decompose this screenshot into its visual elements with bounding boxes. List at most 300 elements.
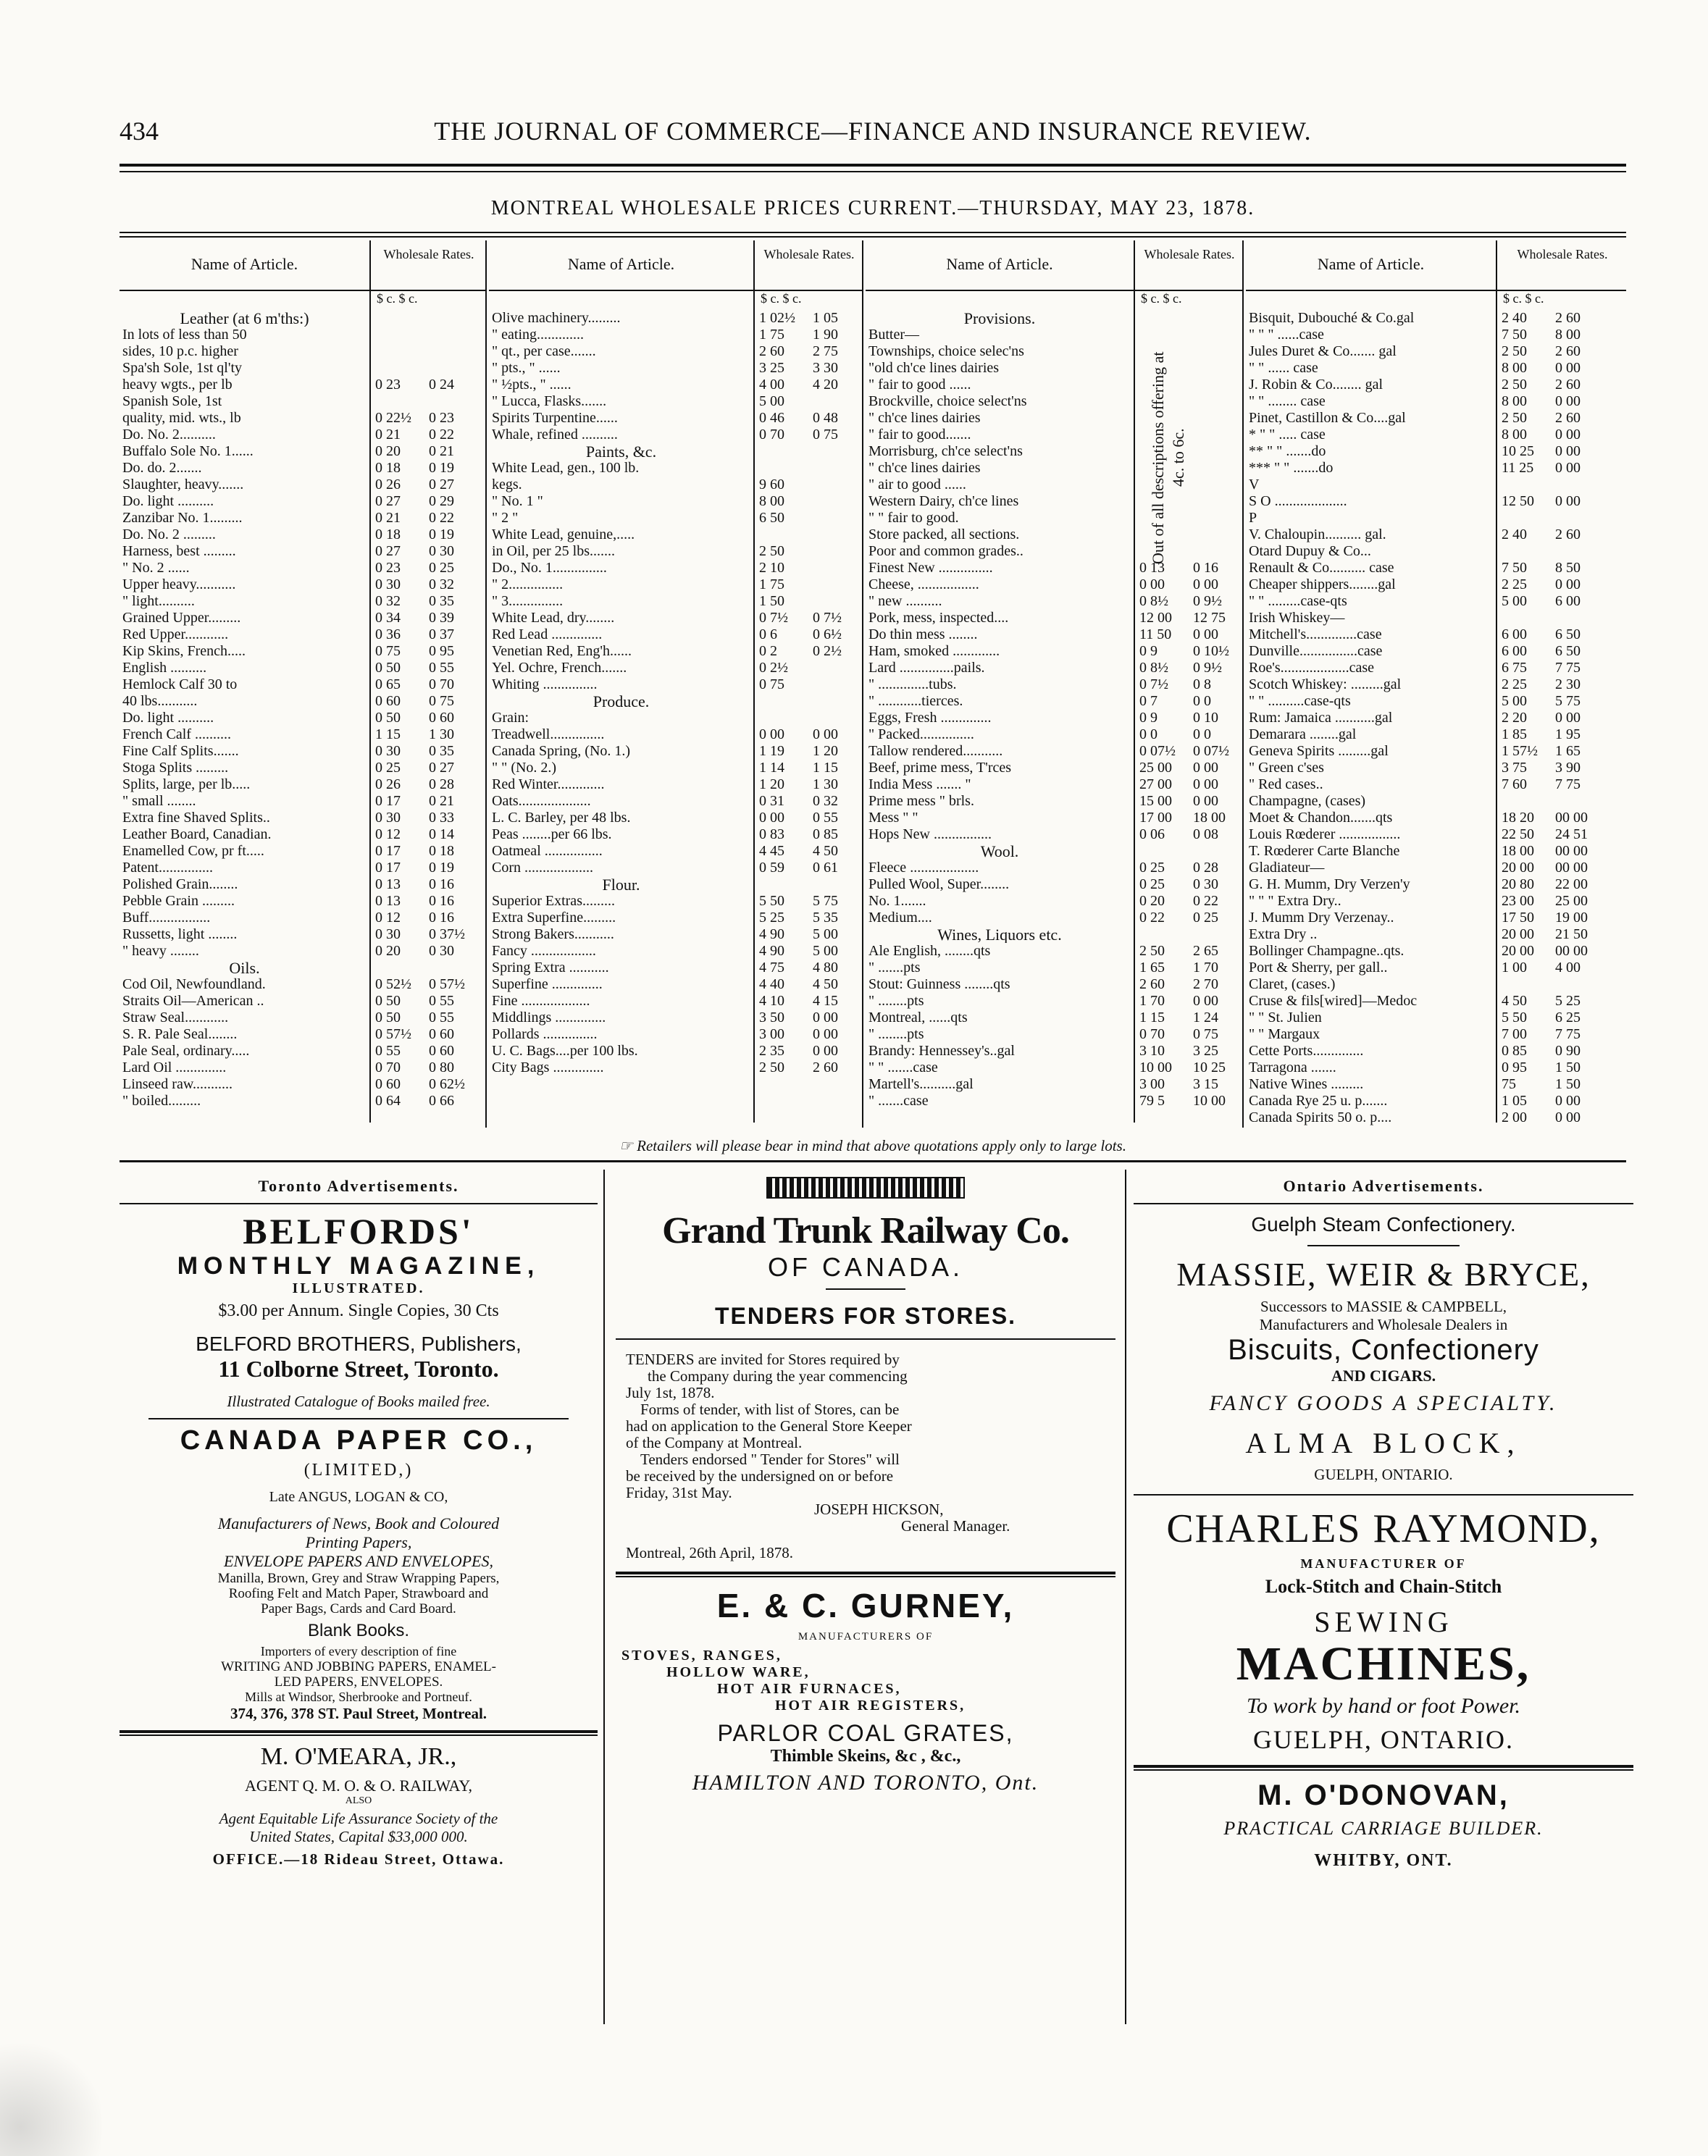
rate-high: 4 50	[813, 976, 838, 992]
price-row	[120, 993, 485, 1010]
article-name: Fine Calf Splits.......	[122, 743, 239, 759]
article-name: " " " ......case	[1249, 327, 1324, 343]
article-name: Medium....	[868, 910, 932, 926]
rate-low: 0 60	[375, 693, 401, 709]
article-name: Kip Skins, French.....	[122, 643, 246, 659]
rate-high: 0 62½	[429, 1076, 465, 1092]
rate-high: 18 00	[1193, 810, 1226, 826]
article-name: Fleece ...................	[868, 860, 979, 876]
page-header	[120, 116, 1626, 152]
price-row	[1246, 626, 1626, 643]
price-row	[1246, 1076, 1626, 1093]
price-row	[120, 876, 485, 893]
article-name: Bollinger Champagne..qts.	[1249, 943, 1405, 959]
rate-high: 2 30	[1555, 676, 1581, 692]
article-name: Martell's..........gal	[868, 1076, 974, 1092]
rate-low: 0 30	[375, 743, 401, 759]
rate-high: 0 16	[429, 910, 454, 926]
rate-high: 0 00	[1555, 1110, 1581, 1125]
rate-low: 20 00	[1502, 926, 1534, 942]
price-row	[1246, 643, 1626, 660]
rate-high: 3 30	[813, 360, 838, 376]
price-row	[866, 743, 1242, 760]
rate-low: 7 00	[1502, 1026, 1527, 1042]
price-row	[120, 593, 485, 610]
rate-low: 0 75	[759, 676, 784, 692]
article-name: Zanzibar No. 1.........	[122, 510, 243, 526]
section-heading	[866, 843, 1242, 860]
article-name: Brockville, choice select'ns	[868, 393, 1027, 409]
price-row	[489, 776, 862, 793]
cp-address: 374, 376, 378 ST. Paul Street, Montreal.	[230, 1705, 487, 1722]
rate-low: 5 00	[759, 393, 784, 409]
price-row	[866, 593, 1242, 610]
rate-low: 0 17	[375, 793, 401, 809]
tender-line-7: Tenders endorsed " Tender for Stores" will	[640, 1451, 900, 1468]
tender-date: Montreal, 26th April, 1878.	[626, 1544, 793, 1561]
price-row	[1246, 1010, 1626, 1026]
rate-high: 25 00	[1555, 893, 1588, 909]
rate-low: 1 57½	[1502, 743, 1538, 759]
price-row	[120, 810, 485, 826]
rate-low: 0 18	[375, 527, 401, 542]
rate-high: 0 60	[429, 1026, 454, 1042]
rate-high: 1 24	[1193, 1010, 1218, 1025]
price-row	[1246, 543, 1626, 560]
article-name: Store packed, all sections.	[868, 527, 1020, 542]
article-name: " Red cases..	[1249, 776, 1323, 792]
rate-high: 0 00	[1193, 760, 1218, 776]
cp-desc-3: Paper Bags, Cards and Card Board.	[261, 1601, 456, 1616]
article-name: Do. No. 2..........	[122, 427, 216, 442]
article-name: Olive machinery.........	[492, 310, 621, 326]
price-row	[489, 477, 862, 493]
article-name: U. C. Bags....per 100 lbs.	[492, 1043, 638, 1059]
article-name: " new ..........	[868, 593, 942, 609]
omeara-title: M. O'MEARA, JR.,	[260, 1743, 457, 1770]
name-of-article-header: Name of Article.	[191, 255, 298, 273]
price-row	[120, 943, 485, 960]
rate-low: 4 75	[759, 960, 784, 976]
rate-high: 0 00	[1555, 576, 1581, 592]
rate-high: 6 00	[1555, 593, 1581, 609]
article-name: Do. No. 2 .........	[122, 527, 216, 542]
rate-high: 00 00	[1555, 843, 1588, 859]
article-name: in Oil, per 25 lbs.......	[492, 543, 615, 559]
rate-high: 5 25	[1555, 993, 1581, 1009]
rate-low: 0 70	[759, 427, 784, 442]
rate-low: 5 00	[1502, 593, 1527, 609]
article-name: Champagne, (cases)	[1249, 793, 1366, 809]
article-name: India Mess ....... "	[868, 776, 971, 792]
rate-low: 2 50	[1502, 410, 1527, 426]
price-row	[489, 676, 862, 693]
rate-low: 2 50	[1139, 943, 1165, 959]
rate-high: 0 27	[429, 760, 454, 776]
rate-low: 2 60	[1139, 976, 1165, 992]
article-name: Red Winter.............	[492, 776, 605, 792]
section-heading	[120, 310, 485, 327]
rate-high: 0 24	[429, 377, 454, 393]
cp-desc-1: Manilla, Brown, Grey and Straw Wrapping Papers,	[217, 1571, 500, 1586]
article-name: Superior Extras.........	[492, 893, 615, 909]
ontario-section-title: Ontario Advertisements.	[1283, 1177, 1484, 1195]
article-name: Cheese, .................	[868, 576, 979, 592]
price-row	[489, 943, 862, 960]
price-row	[1246, 377, 1626, 393]
article-name: " " St. Julien	[1249, 1010, 1322, 1025]
rate-low: 0 20	[375, 443, 401, 459]
price-row	[1246, 860, 1626, 876]
rate-high: 5 35	[813, 910, 838, 926]
rate-low: 0 36	[375, 626, 401, 642]
units-label: $ c. $ c.	[761, 291, 802, 306]
section-heading	[866, 310, 1242, 327]
article-name: Straw Seal............	[122, 1010, 229, 1025]
rate-low: 25 00	[1139, 760, 1172, 776]
article-name: Oats....................	[492, 793, 591, 809]
table-top-rule-2	[120, 236, 1626, 238]
price-row	[1246, 943, 1626, 960]
article-name: Provisions.	[963, 310, 1036, 327]
rate-high: 0 28	[1193, 860, 1218, 876]
rate-high: 0 22	[1193, 893, 1218, 909]
units-label: $ c. $ c.	[1141, 291, 1182, 306]
rate-high: 0 07½	[1193, 743, 1229, 759]
rate-low: 20 00	[1502, 860, 1534, 876]
section-heading	[489, 693, 862, 710]
article-name: Pollards ...............	[492, 1026, 598, 1042]
article-name: Townships, choice selec'ns	[868, 343, 1024, 359]
rate-high: 10 00	[1193, 1093, 1226, 1109]
article-name: " boiled.........	[122, 1093, 201, 1109]
price-row	[120, 510, 485, 527]
article-name: Grained Upper.........	[122, 610, 241, 626]
article-name: V. Chaloupin.......... gal.	[1249, 527, 1386, 542]
rate-high: 4 50	[813, 843, 838, 859]
article-name: Extra fine Shaved Splits..	[122, 810, 270, 826]
price-column-4	[1246, 240, 1626, 1128]
ontario-ads	[1134, 1177, 1633, 1871]
massie-manufacturers: Manufacturers and Wholesale Dealers in	[1259, 1316, 1508, 1333]
rate-high: 0 8	[1193, 676, 1211, 692]
rate-low: 0 20	[1139, 893, 1165, 909]
article-name: Superfine ..............	[492, 976, 603, 992]
price-row	[866, 1093, 1242, 1110]
price-row	[489, 427, 862, 443]
article-name: Ale English, ........qts	[868, 943, 991, 959]
price-row	[120, 910, 485, 926]
rate-high: 00 00	[1555, 943, 1588, 959]
article-name: Spring Extra ...........	[492, 960, 609, 976]
article-name: Tarragona .......	[1249, 1060, 1336, 1075]
rate-high: 0 66	[429, 1093, 454, 1109]
rate-low: 0 34	[375, 610, 401, 626]
article-name: Russetts, light ........	[122, 926, 238, 942]
price-row	[120, 976, 485, 993]
price-row	[1246, 510, 1626, 527]
rate-low: 0 31	[759, 793, 784, 809]
rate-low: 2 40	[1502, 527, 1527, 542]
article-name: " " " Extra Dry..	[1249, 893, 1341, 909]
price-row	[1246, 993, 1626, 1010]
gurney-hollow: HOLLOW WARE,	[666, 1664, 811, 1680]
article-name: " pts., " ......	[492, 360, 561, 376]
price-row	[1246, 793, 1626, 810]
article-name: Geneva Spirits .........gal	[1249, 743, 1389, 759]
price-row	[1246, 1026, 1626, 1043]
price-row	[1246, 760, 1626, 776]
rate-low: 4 50	[1502, 993, 1527, 1009]
column-body	[489, 310, 862, 1076]
rate-high: 0 0	[1193, 726, 1211, 742]
rate-low: 1 02½	[759, 310, 795, 326]
article-name: " ½pts., " ......	[492, 377, 572, 393]
gurney-manufacturers: MANUFACTURERS OF	[798, 1631, 934, 1643]
price-row	[489, 510, 862, 527]
rate-low: 8 00	[1502, 360, 1527, 376]
article-name: Cheaper shippers........gal	[1249, 576, 1396, 592]
price-row	[489, 393, 862, 410]
table-bottom-rule	[120, 1160, 1626, 1162]
price-row	[866, 976, 1242, 993]
belford-catalogue: Illustrated Catalogue of Books mailed free.	[227, 1393, 490, 1410]
rate-low: 11 25	[1502, 460, 1534, 476]
price-row	[120, 776, 485, 793]
cp-writing-2: LED PAPERS, ENVELOPES.	[274, 1674, 443, 1690]
price-row	[489, 576, 862, 593]
price-row	[1246, 910, 1626, 926]
price-row	[866, 1043, 1242, 1060]
article-name: In lots of less than 50	[122, 327, 247, 343]
toronto-section-title: Toronto Advertisements.	[258, 1177, 459, 1195]
odonovan-city: WHITBY, ONT.	[1314, 1851, 1453, 1870]
rate-high: 4 80	[813, 960, 838, 976]
rate-high: 0 35	[429, 743, 454, 759]
cp-mfr-line1: Manufacturers of News, Book and Coloured	[217, 1514, 500, 1532]
rate-low: 12 50	[1502, 493, 1534, 509]
journal-title: THE JOURNAL OF COMMERCE—FINANCE AND INSURANCE REVIEW.	[434, 117, 1312, 146]
price-row	[120, 676, 485, 693]
article-name: Lard ...............pails.	[868, 660, 985, 676]
article-name: Morrisburg, ch'ce select'ns	[868, 443, 1023, 459]
article-name: Wines, Liquors etc.	[937, 926, 1062, 943]
massie-fancy-goods: FANCY GOODS A SPECIALTY.	[1209, 1391, 1558, 1415]
raymond-machines: MACHINES,	[1236, 1637, 1531, 1690]
article-name: Prime mess " brls.	[868, 793, 974, 809]
rate-high: 0 55	[429, 993, 454, 1009]
article-name: Hemlock Calf 30 to	[122, 676, 238, 692]
raymond-sewing: SEWING	[1314, 1606, 1453, 1638]
price-row	[489, 993, 862, 1010]
rate-low: 1 19	[759, 743, 784, 759]
rate-low: 0 30	[375, 576, 401, 592]
rate-high: 0 6½	[813, 626, 842, 642]
price-row	[1246, 493, 1626, 510]
rate-high: 1 50	[1555, 1060, 1581, 1075]
article-name: Leather (at 6 m'ths:)	[180, 310, 309, 327]
rate-low: 1 15	[375, 726, 401, 742]
rate-high: 0 9½	[1193, 660, 1222, 676]
price-row	[1246, 660, 1626, 676]
price-row	[1246, 427, 1626, 443]
price-row	[489, 860, 862, 876]
rate-low: 6 00	[1502, 643, 1527, 659]
column-divider	[862, 240, 863, 1128]
article-name: Middlings ..............	[492, 1010, 606, 1025]
article-name: Venetian Red, Eng'h......	[492, 643, 632, 659]
omeara-also: ALSO	[345, 1795, 372, 1806]
price-row	[866, 910, 1242, 926]
article-name: Fancy ..................	[492, 943, 596, 959]
price-row	[489, 410, 862, 427]
column-header	[866, 240, 1242, 291]
price-row	[120, 793, 485, 810]
article-name: Pebble Grain .........	[122, 893, 235, 909]
rate-low: 12 00	[1139, 610, 1172, 626]
article-name: S O ....................	[1249, 493, 1347, 509]
price-row	[866, 993, 1242, 1010]
article-name: White Lead, genuine,.....	[492, 527, 635, 542]
article-name: Red Upper............	[122, 626, 229, 642]
price-row	[866, 760, 1242, 776]
price-row	[120, 826, 485, 843]
rate-low: 10 00	[1139, 1060, 1172, 1075]
center-ads	[616, 1177, 1115, 1795]
rate-low: 2 20	[1502, 710, 1527, 726]
rate-high: 0 00	[813, 1043, 838, 1059]
rate-high: 1 95	[1555, 726, 1581, 742]
header-separator	[369, 240, 371, 290]
omeara-office: OFFICE.—18 Rideau Street, Ottawa.	[212, 1850, 505, 1868]
rate-low: 3 00	[1139, 1076, 1165, 1092]
rate-low: 1 14	[759, 760, 784, 776]
rate-low: 1 00	[1502, 960, 1527, 976]
rate-low: 0 50	[375, 660, 401, 676]
article-name: " " ..........case-qts	[1249, 693, 1351, 709]
article-name: Butter—	[868, 327, 919, 343]
article-name: Beef, prime mess, T'rces	[868, 760, 1012, 776]
article-name: Poor and common grades..	[868, 543, 1023, 559]
grand-trunk-title: Grand Trunk Railway Co.	[662, 1210, 1069, 1251]
railway-emblem	[616, 1177, 1115, 1202]
rate-low: 0 95	[1502, 1060, 1527, 1075]
rate-low: 0 17	[375, 843, 401, 859]
rate-low: 5 00	[1502, 693, 1527, 709]
rate-high: 0 16	[1193, 560, 1218, 576]
article-name: Flour.	[602, 876, 640, 893]
price-row	[1246, 527, 1626, 543]
rate-high: 0 19	[429, 860, 454, 876]
price-row	[866, 793, 1242, 810]
column-divider	[1242, 240, 1244, 1128]
rate-low: 0 22½	[375, 410, 411, 426]
rate-low: 8 00	[1502, 427, 1527, 442]
price-row	[120, 343, 485, 360]
price-row	[866, 660, 1242, 676]
rate-low: 1 85	[1502, 726, 1527, 742]
rate-low: 1 20	[759, 776, 784, 792]
article-name: Western Dairy, ch'ce lines	[868, 493, 1019, 509]
rate-high: 0 30	[429, 943, 454, 959]
rate-high: 0 25	[1193, 910, 1218, 926]
article-name: Do thin mess ........	[868, 626, 978, 642]
price-row	[120, 760, 485, 776]
price-row	[1246, 676, 1626, 693]
article-name: Oatmeal ................	[492, 843, 603, 859]
price-row	[120, 410, 485, 427]
canada-paper-late: Late ANGUS, LOGAN & CO,	[269, 1489, 448, 1505]
rate-high: 0 39	[429, 610, 454, 626]
article-name: Renault & Co.......... case	[1249, 560, 1394, 576]
rate-low: 0 7½	[1139, 676, 1168, 692]
article-name: Harness, best .........	[122, 543, 236, 559]
rate-high: 0 21	[429, 443, 454, 459]
price-row	[489, 910, 862, 926]
cp-mills: Mills at Windsor, Sherbrooke and Portneuf.	[245, 1690, 472, 1704]
article-name: Extra Dry ..	[1249, 926, 1318, 942]
raymond-guelph: GUELPH, ONTARIO.	[1252, 1725, 1515, 1754]
rate-low: 6 50	[759, 510, 784, 526]
article-name: Strong Bakers...........	[492, 926, 614, 942]
section-heading	[120, 960, 485, 976]
rate-low: 7 60	[1502, 776, 1527, 792]
name-of-article-header: Name of Article.	[946, 255, 1053, 273]
monthly-magazine: MONTHLY MAGAZINE,	[177, 1252, 540, 1280]
rate-low: 1 65	[1139, 960, 1165, 976]
article-name: Pork, mess, inspected....	[868, 610, 1009, 626]
rate-high: 0 00	[1555, 443, 1581, 459]
price-row	[489, 1060, 862, 1076]
rate-high: 0 37½	[429, 926, 465, 942]
rate-low: 17 50	[1502, 910, 1534, 926]
rate-low: 2 50	[1502, 343, 1527, 359]
rate-low: 0 23	[375, 377, 401, 393]
article-name: Peas ........per 66 lbs.	[492, 826, 612, 842]
article-name: " ........pts	[868, 1026, 924, 1042]
article-name: Pale Seal, ordinary.....	[122, 1043, 250, 1059]
price-row	[489, 976, 862, 993]
rate-high: 24 51	[1555, 826, 1588, 842]
rate-high: 0 48	[813, 410, 838, 426]
rate-high: 0 95	[429, 643, 454, 659]
rate-low: 0 13	[1139, 560, 1165, 576]
price-row	[489, 826, 862, 843]
rate-high: 0 18	[429, 843, 454, 859]
rate-low: 4 90	[759, 926, 784, 942]
price-row	[489, 793, 862, 810]
rate-high: 0 00	[1193, 776, 1218, 792]
rate-high: 19 00	[1555, 910, 1588, 926]
price-row	[120, 1043, 485, 1060]
rate-high: 00 00	[1555, 810, 1588, 826]
article-name: heavy wgts., per lb	[122, 377, 233, 393]
article-name: Extra Superfine.........	[492, 910, 616, 926]
price-row	[1246, 393, 1626, 410]
rate-low: 1 05	[1502, 1093, 1527, 1109]
price-row	[489, 1010, 862, 1026]
rate-low: 2 35	[759, 1043, 784, 1059]
price-row	[120, 493, 485, 510]
belford-price: $3.00 per Annum. Single Copies, 30 Cts	[218, 1301, 499, 1320]
wholesale-rates-header: Wholesale Rates.	[763, 247, 855, 261]
illustrated: ILLUSTRATED.	[292, 1280, 425, 1296]
article-name: " Lucca, Flasks.......	[492, 393, 607, 409]
rate-high: 8 50	[1555, 560, 1581, 576]
canada-paper-title: CANADA PAPER CO.,	[180, 1425, 537, 1456]
rate-high: 0 00	[1555, 427, 1581, 442]
price-row	[1246, 1060, 1626, 1076]
